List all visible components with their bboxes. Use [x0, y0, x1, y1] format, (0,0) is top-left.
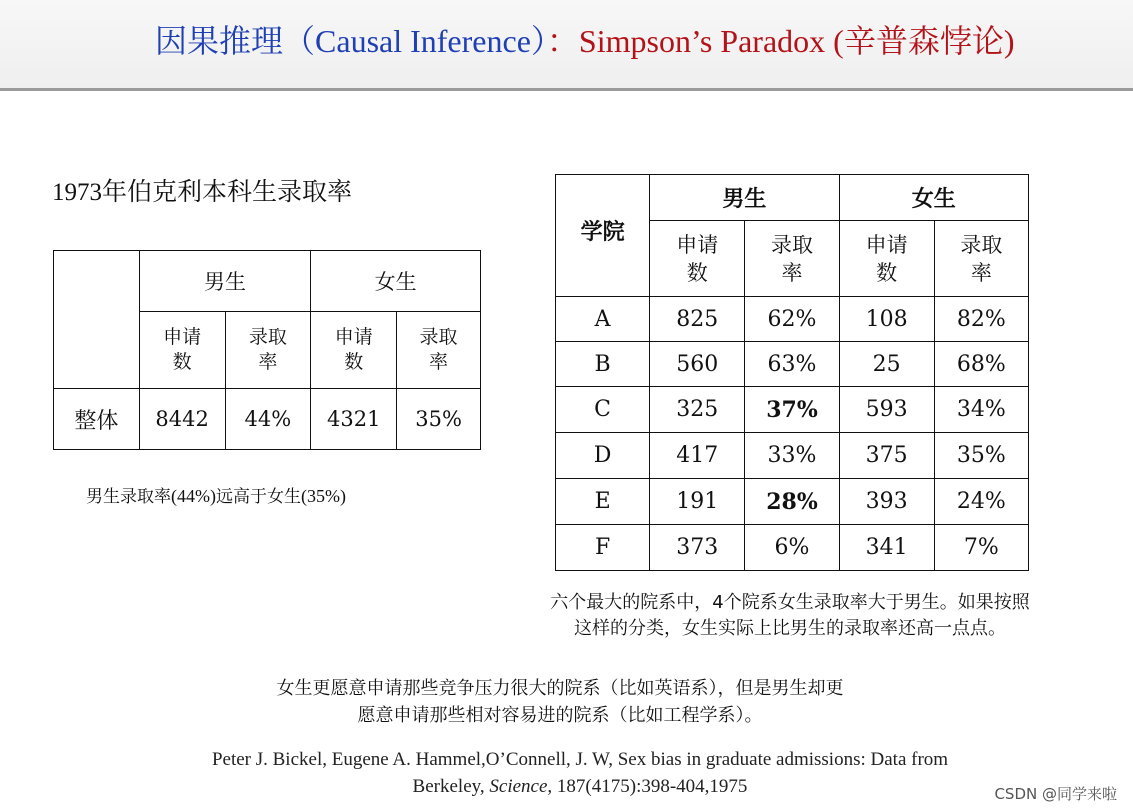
female-rate: 7%: [934, 525, 1028, 571]
dept-female-applicants-header: 申请 数: [839, 221, 934, 297]
female-applicants: 25: [839, 342, 934, 387]
citation-line1: Peter J. Bickel, Eugene A. Hammel,O’Connell, J. W, Sex bias in graduate admissions: Data from: [211, 749, 949, 770]
title-paradox: Simpson’s Paradox (辛普森悖论): [578, 23, 1015, 59]
male-group-header: 男生: [139, 251, 311, 312]
watermark: CSDN @同学来啦: [994, 785, 1117, 803]
title-english: （Causal Inference）: [283, 23, 547, 59]
table-row: [556, 433, 1029, 479]
overall-female-applicants: 4321: [311, 389, 397, 450]
male-rate: 6%: [745, 525, 839, 571]
female-rate-header: 录取 率: [397, 312, 481, 389]
female-group-header: 女生: [311, 251, 481, 312]
explanation-line2: 愿意申请那些相对容易进的院系（比如工程学系）。: [357, 705, 763, 726]
female-rate: 24%: [934, 479, 1028, 525]
male-applicants-header: 申请 数: [139, 312, 225, 389]
department-header: 学院: [556, 175, 650, 297]
male-rate-header: 录取 率: [225, 312, 311, 389]
title-separator: ：: [546, 23, 579, 59]
dept-name: C: [556, 387, 650, 433]
citation: [120, 746, 1040, 800]
overall-male-applicants: 8442: [139, 389, 225, 450]
overall-admission-table: [53, 250, 481, 450]
male-rate: 63%: [745, 342, 839, 387]
slide-title: [155, 16, 1014, 62]
dept-name: B: [556, 342, 650, 387]
table-row: [556, 297, 1029, 342]
overall-subtitle: 1973年伯克利本科生录取率: [52, 179, 353, 206]
male-applicants: 417: [650, 433, 745, 479]
explanation-note: [160, 675, 960, 729]
dept-male-rate-header: 录取 率: [745, 221, 839, 297]
dept-female-rate-header: 录取 率: [934, 221, 1028, 297]
explanation-line1: 女生更愿意申请那些竞争压力很大的院系（比如英语系），但是男生却更: [276, 678, 844, 699]
overall-row-label: 整体: [54, 389, 140, 450]
citation-line2: Berkeley, Science, 187(4175):398-404,1975: [412, 776, 748, 797]
female-applicants-header: 申请 数: [311, 312, 397, 389]
male-rate: 37%: [745, 387, 839, 433]
department-note: [470, 590, 1110, 642]
table-row: [556, 479, 1029, 525]
overall-female-rate: 35%: [397, 389, 481, 450]
male-applicants: 560: [650, 342, 745, 387]
department-note-line1: 六个最大的院系中，4个院系女生录取率大于男生。如果按照: [550, 592, 1030, 613]
female-applicants: 341: [839, 525, 934, 571]
male-applicants: 373: [650, 525, 745, 571]
dept-name: D: [556, 433, 650, 479]
overall-note: 男生录取率(44%)远高于女生(35%): [86, 486, 346, 507]
dept-male-group-header: 男生: [650, 175, 839, 221]
department-admission-table: [555, 174, 1029, 571]
table-row: [556, 525, 1029, 571]
male-applicants: 191: [650, 479, 745, 525]
title-chinese: 因果推理: [155, 23, 284, 59]
female-applicants: 108: [839, 297, 934, 342]
male-rate: 62%: [745, 297, 839, 342]
male-rate: 28%: [745, 479, 839, 525]
slide-header: [0, 0, 1133, 91]
female-rate: 35%: [934, 433, 1028, 479]
female-rate: 82%: [934, 297, 1028, 342]
female-applicants: 593: [839, 387, 934, 433]
female-applicants: 393: [839, 479, 934, 525]
dept-name: F: [556, 525, 650, 571]
overall-male-rate: 44%: [225, 389, 311, 450]
table-row: [556, 342, 1029, 387]
dept-male-applicants-header: 申请 数: [650, 221, 745, 297]
female-rate: 34%: [934, 387, 1028, 433]
dept-name: A: [556, 297, 650, 342]
female-rate: 68%: [934, 342, 1028, 387]
female-applicants: 375: [839, 433, 934, 479]
male-applicants: 325: [650, 387, 745, 433]
dept-female-group-header: 女生: [839, 175, 1028, 221]
male-applicants: 825: [650, 297, 745, 342]
corner-cell: [54, 251, 140, 389]
table-row: [556, 387, 1029, 433]
male-rate: 33%: [745, 433, 839, 479]
dept-name: E: [556, 479, 650, 525]
journal-name: Science: [489, 776, 548, 797]
department-note-line2: 这样的分类，女生实际上比男生的录取率还高一点点。: [574, 618, 1006, 639]
